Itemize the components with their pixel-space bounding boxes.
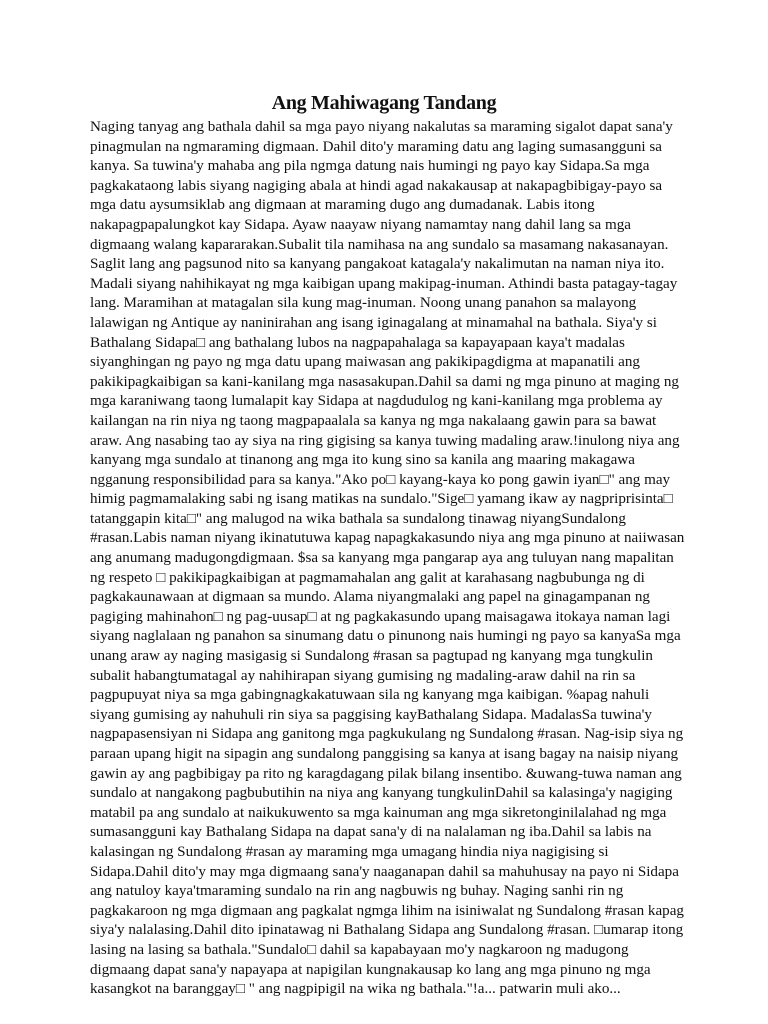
story-body-text: Naging tanyag ang bathala dahil sa mga payo niyang nakalutas sa maraming sigalot dapat sana'y pinagmulan na ngmaraming digmaan. Dahil dito'y maraming datu ang laging sumasangguni sa kanya. Sa tuwina'y mahaba ang pila ngmga datung nais humingi ng payo kay Sidapa.Sa mga pagkakataong labis siyang nagiging abala at hindi agad nakakausap at nakapagbibigay-payo sa mga datu aysumsiklab ang digmaan at maraming dugo ang dumadanak. Labis itong nakapagpapalungkot kay Sidapa. Ayaw naayaw niyang namamtay nang dahil lang sa mga digmaang walang kapararakan.Subalit tila namihasa na ang sundalo sa masamang nakasanayan. Saglit lang ang pagsunod nito sa kanyang pangakoat katagala'y nakalimutan na naman niya ito. Madali siyang nahihikayat ng mga kaibigan upang makipag-inuman. Athindi basta patagay-tagay lang. Maramihan at matagalan sila kung mag-inuman. Noong unang panahon sa malayong lalawigan ng Antique ay naninirahan ang isang iginagalang at minamahal na bathala. Siya'y si Bathalang Sidapa□ ang bathalang lubos na nagpapahalaga sa kapayapaan kaya't madalas siyanghingan ng payo ng mga datu upang maiwasan ang pakikipagdigma at mapanatili ang pakikipagkaibigan sa kani-kanilang mga nasasakupan.Dahil sa dami ng mga pinuno at maging ng mga karaniwang taong lumalapit kay Sidapa at nagdudulog ng kani-kanilang mga problema ay kailangan na rin niya ng taong magpapaalala sa kanya ng mga nakalaang gawin para sa bawat araw. Ang nasabing tao ay siya na ring gigising sa kanya tuwing madaling araw.!inulong niya ang kanyang mga sundalo at tinanong ang mga ito kung sino sa kanila ang maaring makagawa ngganung responsibilidad para sa kanya."Ako po□ kayang-kaya ko pong gawin iyan□" ang may himig pagmamalaking sabi ng isang matikas na sundalo."Sige□ yamang ikaw ay nagpriprisinta□ tatanggapin kita□" ang malugod na wika bathala sa sundalong tinawag niyangSundalong #rasan.Labis naman niyang ikinatutuwa kapag napagkakasundo niya ang mga pinuno at naiiwasan ang anumang madugongdigmaan. $sa sa kanyang mga pangarap aya ang tuluyan nang mapalitan ng respeto □ pakikipagkaibigan at pagmamahalan ang galit at karahasang nagbubunga ng di pagkakaunawaan at digmaan sa mundo. Alama niyangmalaki ang papel na ginagampanan ng pagiging mahinahon□ ng pag-uusap□ at ng pagkakasundo upang maisagawa itokaya naman lagi siyang naglalaan ng panahon sa sinumang datu o pinunong nais humingi ng payo sa kanyaSa mga unang araw ay naging masigasig si Sundalong #rasan sa pagtupad ng kanyang mga tungkulin subalit habangtumatagal ay nahihirapan siyang gumising ng madaling-araw dahil na rin sa pagpupuyat niya sa mga gabingnagkakatuwaan sila ng kanyang mga kaibigan. %apag nahuli siyang gumising ay nahuhuli rin siya sa paggising kayBathalang Sidapa. MadalasSa tuwina'y nagpapasensiyan ni Sidapa ang ganitong mga pagkukulang ng Sundalong #rasan. Nag-isip siya ng paraan upang higit na sipagin ang sundalong panggising sa kanya at isang bagay na naisip niyang gawin ay ang pagbibigay pa rito ng karagdagang pilak bilang insentibo. &uwang-tuwa naman ang sundalo at nangakong pagbubutihin na niya ang kanyang tungkulinDahil sa kalasinga'y nagiging matabil pa ang sundalo at naikukuwento sa mga kainuman ang mga sikretonginilalahad ng mga sumasangguni kay Bathalang Sidapa na dapat sana'y di na nalalaman ng iba.Dahil sa labis na kalasingan ng Sundalong #rasan ay maraming mga umagang hindia niya nagigising si Sidapa.Dahil dito'y may mga digmaang sana'y naaganapan dahil sa mahuhusay na payo ni Sidapa ang natuloy kaya'tmaraming sundalo na rin ang nagbuwis ng buhay. Naging sanhi rin ng pagkakaroon ng mga digmaan ang pagkalat ngmga lihim na isiniwalat ng Sundalong #rasan kapag siya'y nalalasing.Dahil dito ipinatawag ni Bathalang Sidapa ang Sundalong #rasan. □umarap itong lasing na lasing sa bathala."Sundalo□ dahil sa kapabayaan mo'y nagkaroon ng madugong digmaang dapat sana'y napayapa at napigilan kungnakausap ko lang ang mga pinuno ng mga kasangkot na baranggay□ " ang nagpipigil na wika ng bathala."!a... patwarin muli ako...	[90, 119, 685, 998]
page-title: Ang Mahiwagang Tandang	[271, 92, 497, 114]
